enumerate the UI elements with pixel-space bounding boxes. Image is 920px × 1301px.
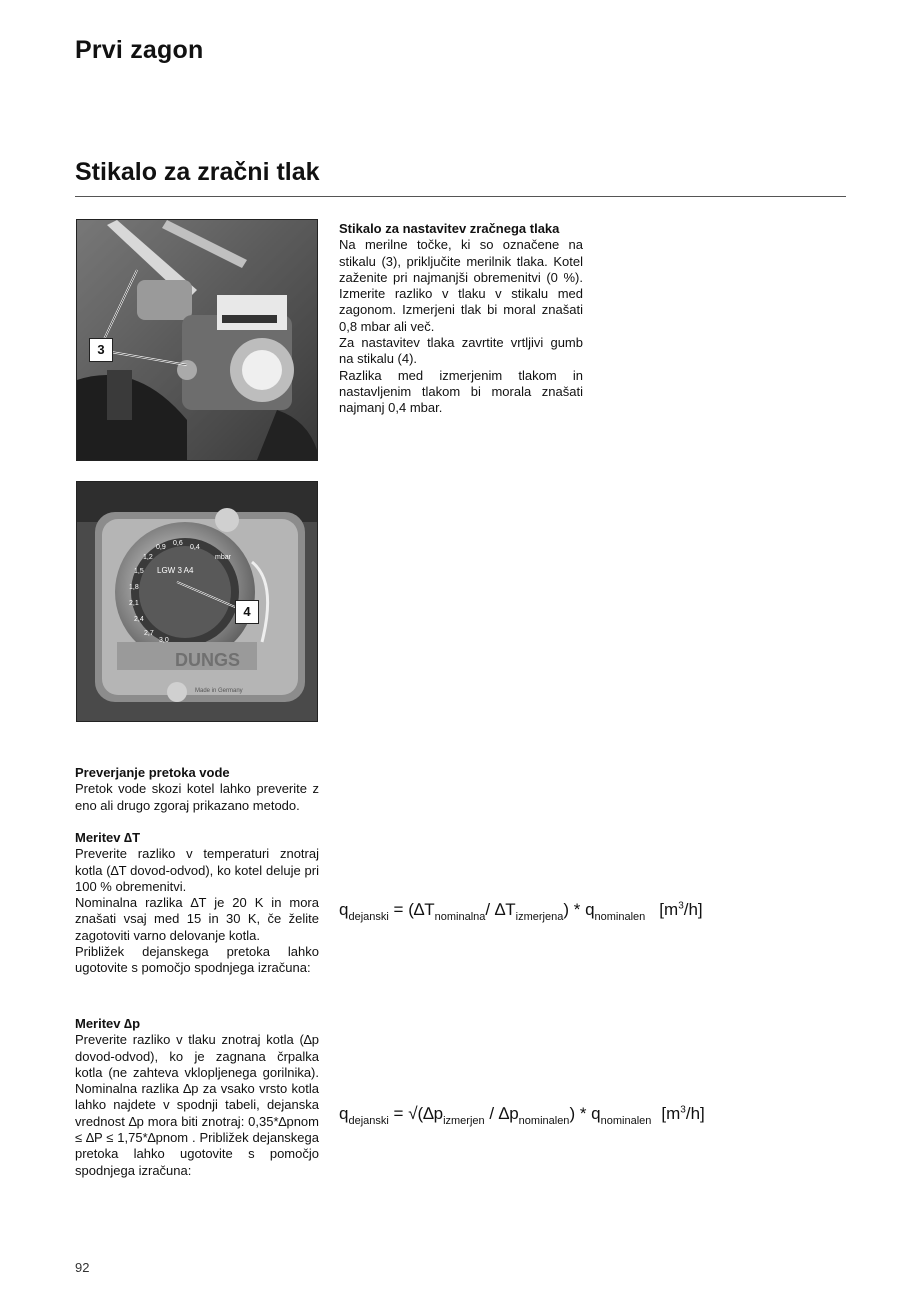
formula-unit: /h] [685,1104,705,1123]
formula-unit: /h] [683,900,703,919]
callout-3: 3 [89,338,113,362]
setting-paragraph-3: Razlika med izmerjenim tlakom in nastavljenim tlakom bi morala znašati najmanj 0,4 mbar. [339,367,583,416]
dial-scale-tick: 0,9 [156,544,166,551]
formula-subscript: izmerjen [443,1115,485,1127]
setting-text-block [339,221,583,417]
delta-p-text-block [75,1016,319,1179]
page-number: 92 [75,1260,90,1275]
dial-scale-tick: 2,7 [144,630,154,637]
pressure-switch-photo [76,219,318,461]
formula-symbol: = (∆T [388,900,435,919]
dial-model-label: LGW 3 A4 [157,566,194,575]
formula-subscript: dejanski [348,911,389,923]
formula-unit-exponent: 3 [680,1104,686,1116]
section-divider [75,196,846,197]
delta-t-paragraph-1: Preverite razliko v temperaturi znotraj kotla (∆T dovod-odvod), ko kotel deluje pri 100 % obremenitvi. [75,846,319,894]
formula-subscript: izmerjena [515,911,564,923]
dial-scale-tick: 2,1 [129,600,139,607]
dial-scale-tick: 1,5 [134,568,144,575]
delta-p-heading: Meritev ∆p [75,1016,141,1031]
formula-unit: [m [661,1104,681,1123]
formula-symbol: q [339,900,349,919]
flow-paragraph: Pretok vode skozi kotel lahko preverite z eno ali drugo zgoraj prikazano metodo. [75,781,319,813]
delta-p-paragraph: Preverite razliko v tlaku znotraj kotla (∆p dovod-odvod), ko je zagnana črpalka kotla (ne zahteva vklopljenega gorilnika). Nominalna razlika ∆p za vsako vrsto kotla lahko najdete v spodnji tabeli, dejanska vrednost ∆p mora biti znotraj: 0,35*∆pnom ≤ ∆P ≤ 1,75*∆pnom . Približek dejanskega pretoka lahko ugotovite s pomočjo spodnjega izračuna: [75,1032,319,1178]
delta-t-text-block [75,830,319,977]
formula-unit: [m [659,900,679,919]
delta-t-heading: Meritev ∆T [75,830,141,845]
setting-paragraph-1: Na merilne točke, ki so označene na stikalu (3), priključite merilnik tlaka. Kotel zaženite pri najmanjši obremenitvi (0 %). Izmerite razliko v tlaku v stikalu med zagonom. Izmerjeni tlak bi moral znašati 0,8 mbar ali več. [339,237,583,334]
page-title: Prvi zagon [75,36,204,64]
brand-label: DUNGS [175,650,241,670]
made-in-label: Made in Germany [195,688,243,694]
formula-symbol: / ∆p [484,1104,519,1123]
formula-symbol: = √(∆p [388,1104,444,1123]
formula-symbol: q [339,1104,349,1123]
formula-delta-p [339,1104,705,1127]
formula-symbol: ) * q [569,1104,601,1123]
callout-4: 4 [235,600,259,624]
dial-scale-tick: 0,4 [190,544,200,551]
dial-scale-tick: 0,6 [173,540,183,547]
dial-unit-label: mbar [215,554,231,561]
formula-subscript: dejanski [348,1115,389,1127]
dial-scale-tick: 1,2 [143,554,153,561]
dial-scale-tick: 3,0 [159,637,169,644]
formula-subscript: nominalen [518,1115,570,1127]
dial-scale-tick: 2,4 [134,616,144,623]
delta-t-paragraph-3: Približek dejanskega pretoka lahko ugotovite s pomočjo spodnjega izračuna: [75,944,319,976]
setting-paragraph-2: Za nastavitev tlaka zavrtite vrtljivi gumb na stikalu (4). [339,335,583,367]
section-title: Stikalo za zračni tlak [75,158,320,186]
dial-scale-tick: 1,8 [129,584,139,591]
formula-subscript: nominalna [434,911,486,923]
setting-heading: Stikalo za nastavitev zračnega tlaka [339,221,560,236]
delta-t-paragraph-2: Nominalna razlika ∆T je 20 K in mora znašati vsaj med 15 in 30 K, če želite zagotoviti varno delovanje kotla. [75,895,319,943]
formula-symbol: / ∆T [485,900,516,919]
pressure-dial-photo [76,481,318,722]
flow-text-block [75,765,319,814]
formula-subscript: nominalen [600,1115,652,1127]
flow-heading: Preverjanje pretoka vode [75,765,230,780]
formula-delta-t [339,900,703,923]
formula-unit-exponent: 3 [678,900,684,912]
formula-subscript: nominalen [594,911,646,923]
formula-symbol: ) * q [563,900,595,919]
